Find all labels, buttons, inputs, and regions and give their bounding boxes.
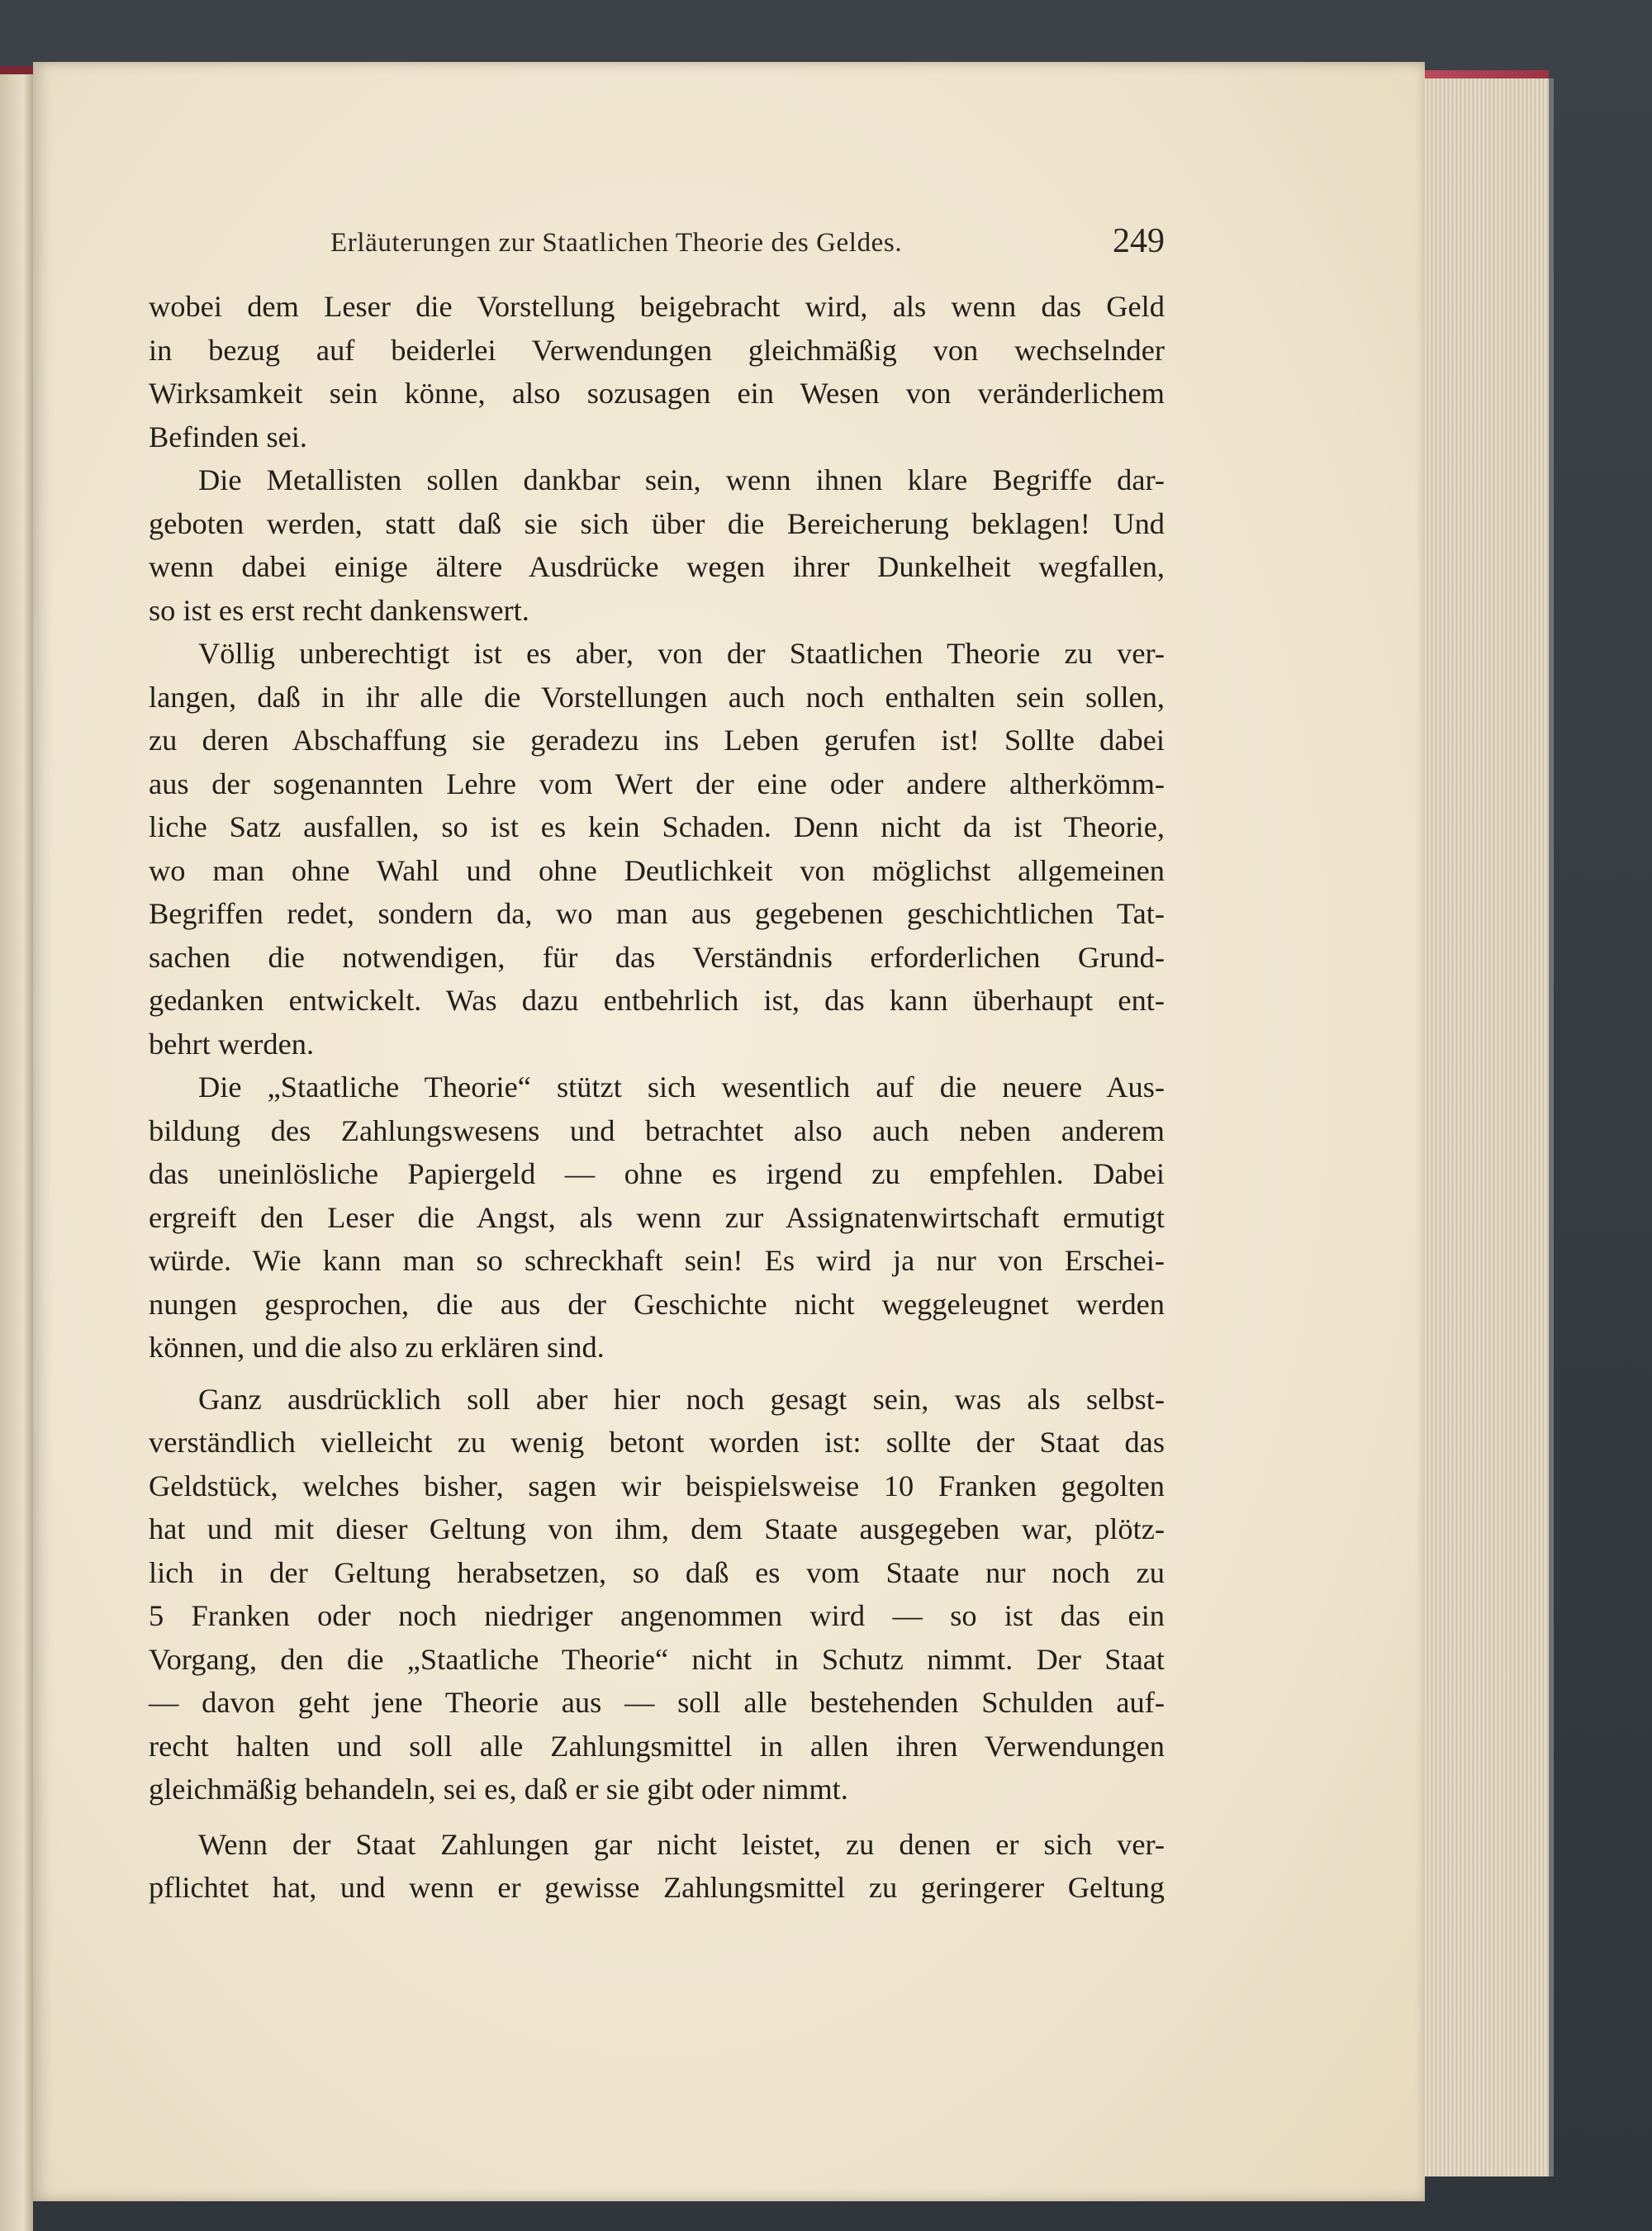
- paragraph-start: Wenn der Staat Zahlungen gar nicht leistet, zu denen er sich ver-: [198, 1827, 1165, 1861]
- text-line: recht halten und soll alle Zahlungsmittel in allen ihren Verwendungen: [149, 1729, 1165, 1763]
- page-number: 249: [1113, 222, 1165, 260]
- paragraph-gap: [149, 1811, 1165, 1823]
- text-line: in bezug auf beiderlei Verwendungen gleichmäßig von wechselnder: [149, 333, 1165, 367]
- paragraph-start: Ganz ausdrücklich soll aber hier noch gesagt sein, was als selbst-: [198, 1382, 1165, 1416]
- text-line: würde. Wie kann man so schreckhaft sein! Es wird ja nur von Erschei-: [149, 1244, 1165, 1277]
- text-line: Geldstück, welches bisher, sagen wir beispielsweise 10 Franken gegolten: [149, 1469, 1165, 1502]
- text-line: sachen die notwendigen, für das Verständnis erforderlichen Grund-: [149, 940, 1165, 974]
- text-line: behrt werden.: [149, 1027, 315, 1061]
- text-line: 5 Franken oder noch niedriger angenommen wird — so ist das ein: [149, 1599, 1165, 1632]
- body-text: [149, 285, 1165, 1910]
- text-line: langen, daß in ihr alle die Vorstellungen auch noch enthalten sein sollen,: [149, 680, 1165, 714]
- text-line: Wirksamkeit sein könne, also sozusagen ein Wesen von veränderlichem: [149, 377, 1165, 410]
- text-line: nungen gesprochen, die aus der Geschichte nicht weggeleugnet werden: [149, 1287, 1165, 1321]
- text-line: zu deren Abschaffung sie geradezu ins Leben gerufen ist! Sollte dabei: [149, 724, 1165, 757]
- text-line: das uneinlösliche Papiergeld — ohne es irgend zu empfehlen. Dabei: [149, 1157, 1165, 1190]
- text-line: Befinden sei.: [149, 420, 308, 453]
- text-line: Begriffen redet, sondern da, wo man aus gegebenen geschichtlichen Tat-: [149, 897, 1165, 930]
- text-line: bildung des Zahlungswesens und betrachtet also auch neben anderem: [149, 1113, 1165, 1147]
- previous-page-edge: [0, 70, 33, 2231]
- text-line: Vorgang, den die „Staatliche Theorie“ nicht in Schutz nimmt. Der Staat: [149, 1642, 1165, 1676]
- text-line: liche Satz ausfallen, so ist es kein Schaden. Denn nicht da ist Theorie,: [149, 810, 1165, 843]
- text-line: geboten werden, statt daß sie sich über die Bereicherung beklagen! Und: [149, 506, 1165, 540]
- paragraph-start: Völlig unberechtigt ist es aber, von der Staatlichen Theorie zu ver-: [198, 637, 1165, 670]
- text-line: wo man ohne Wahl und ohne Deutlichkeit von möglichst allgemeinen: [149, 853, 1165, 887]
- paragraph-start: Die Metallisten sollen dankbar sein, wenn ihnen klare Begriffe dar-: [198, 463, 1165, 496]
- text-line: — davon geht jene Theorie aus — soll alle bestehenden Schulden auf-: [149, 1686, 1165, 1719]
- text-line: aus der sogenannten Lehre vom Wert der eine oder andere altherkömm-: [149, 767, 1165, 800]
- text-line: hat und mit dieser Geltung von ihm, dem Staate ausgegeben war, plötz-: [149, 1512, 1165, 1545]
- text-line: gleichmäßig behandeln, sei es, daß er sie gibt oder nimmt.: [149, 1773, 848, 1806]
- text-line: wenn dabei einige ältere Ausdrücke wegen ihrer Dunkelheit wegfallen,: [149, 550, 1165, 583]
- text-line: ergreift den Leser die Angst, als wenn zur Assignatenwirtschaft ermutigt: [149, 1200, 1165, 1234]
- text-line: gedanken entwickelt. Was dazu entbehrlich ist, das kann überhaupt ent-: [149, 984, 1165, 1017]
- paragraph-start: Die „Staatliche Theorie“ stützt sich wesentlich auf die neuere Aus-: [198, 1070, 1165, 1104]
- text-line: können, und die also zu erklären sind.: [149, 1331, 605, 1364]
- text-line: so ist es erst recht dankenswert.: [149, 593, 529, 627]
- page-fore-edge: [1425, 78, 1554, 2176]
- text-line: wobei dem Leser die Vorstellung beigebracht wird, als wenn das Geld: [149, 290, 1165, 323]
- paragraph-gap: [149, 1369, 1165, 1378]
- text-line: pflichtet hat, und wenn er gewisse Zahlungsmittel zu geringerer Geltung: [149, 1871, 1165, 1904]
- running-title: Erläuterungen zur Staatlichen Theorie des Geldes.: [330, 228, 903, 258]
- text-line: lich in der Geltung herabsetzen, so daß es vom Staate nur noch zu: [149, 1555, 1165, 1589]
- text-line: verständlich vielleicht zu wenig betont worden ist: sollte der Staat das: [149, 1426, 1165, 1459]
- page-header: [330, 221, 1165, 263]
